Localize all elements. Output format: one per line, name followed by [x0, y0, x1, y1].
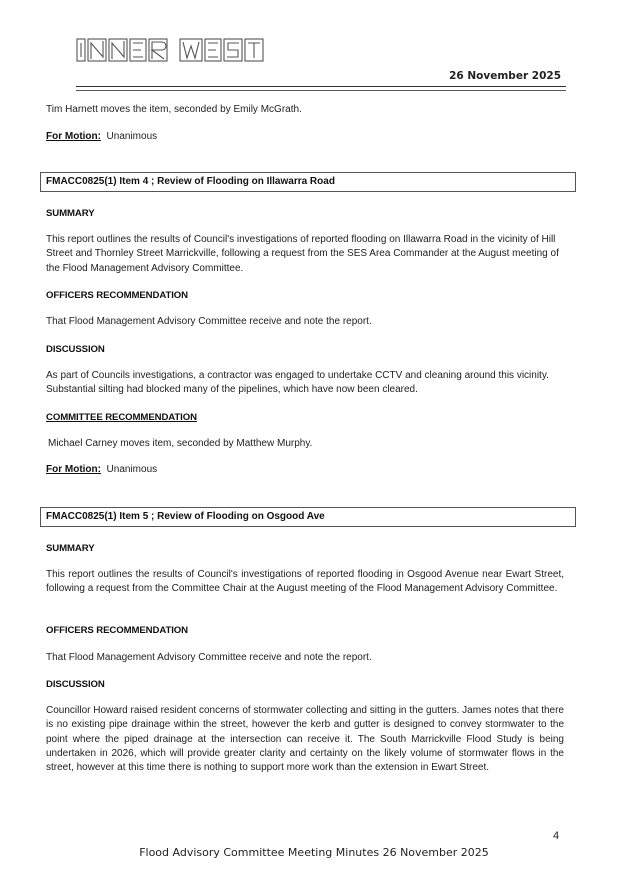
item-5-discussion-text: Councillor Howard raised resident concerns of stormwater collecting and sitting in the gutters. James notes that there is no existing pipe drainage within the street, however the kerb and gutter is designed to convey stormwater to the point where the piped drainage at the intersection can receive it. The South Marrickville Flood Study is being undertaken in 2026, which will provide greater clarity and certainty on the likely volume of stormwater flows in the street, however at this time there is nothing to support more work than the extension in Ewart Street.	[46, 705, 564, 774]
item-4-officers-text: That Flood Management Advisory Committee receive and note the report.	[46, 316, 372, 327]
item-5-discussion-heading: DISCUSSION	[46, 679, 105, 690]
motion-label: For Motion:	[46, 464, 101, 475]
item-4-officers-heading: OFFICERS RECOMMENDATION	[46, 290, 188, 301]
header-date: 26 November 2025	[449, 70, 561, 82]
footer-text: Flood Advisory Committee Meeting Minutes 26 November 2025	[139, 846, 489, 859]
moved-statement: Tim Harnett moves the item, seconded by Emily McGrath.	[46, 104, 302, 115]
item-5-summary-text: This report outlines the results of Council's investigations of reported flooding in Osgood Avenue near Ewart Street, following a request from the Committee Chair at the August meeting of the Flood Management Advisory Committee.	[46, 569, 564, 595]
item-5-officers-text: That Flood Management Advisory Committee receive and note the report.	[46, 652, 372, 663]
item-4-committee-heading: COMMITTEE RECOMMENDATION	[46, 412, 197, 423]
page-number: 4	[553, 830, 560, 842]
item-4-summary-heading: SUMMARY	[46, 208, 95, 219]
inner-west-logo	[76, 37, 276, 63]
item-4-moved-statement: Michael Carney moves item, seconded by Matthew Murphy.	[48, 438, 313, 449]
item-4-summary-text: This report outlines the results of Council's investigations of reported flooding on Illawarra Road in the vicinity of Hill Street and Thornley Street Marrickville, following a request from the SES Area Commander at the August meeting of the Flood Management Advisory Committee.	[46, 234, 559, 274]
motion-line	[46, 131, 157, 142]
item-5-summary-heading: SUMMARY	[46, 543, 95, 554]
item-4-discussion-text: As part of Councils investigations, a contractor was engaged to undertake CCTV and cleaning around this vicinity. Substantial silting had blocked many of the pipelines, which have now been cleared.	[46, 370, 549, 396]
motion-value: Unanimous	[106, 464, 158, 475]
item-4-discussion-heading: DISCUSSION	[46, 344, 105, 355]
motion-label: For Motion:	[46, 131, 101, 142]
header-rule-thin	[76, 90, 566, 91]
header-rule	[76, 86, 566, 87]
motion-value: Unanimous	[106, 131, 158, 142]
item-4-title: FMACC0825(1) Item 4 ; Review of Flooding on Illawarra Road	[40, 172, 576, 192]
item-5-officers-heading: OFFICERS RECOMMENDATION	[46, 625, 188, 636]
item-4-motion-line	[46, 464, 157, 475]
item-5-title: FMACC0825(1) Item 5 ; Review of Flooding on Osgood Ave	[40, 507, 576, 527]
